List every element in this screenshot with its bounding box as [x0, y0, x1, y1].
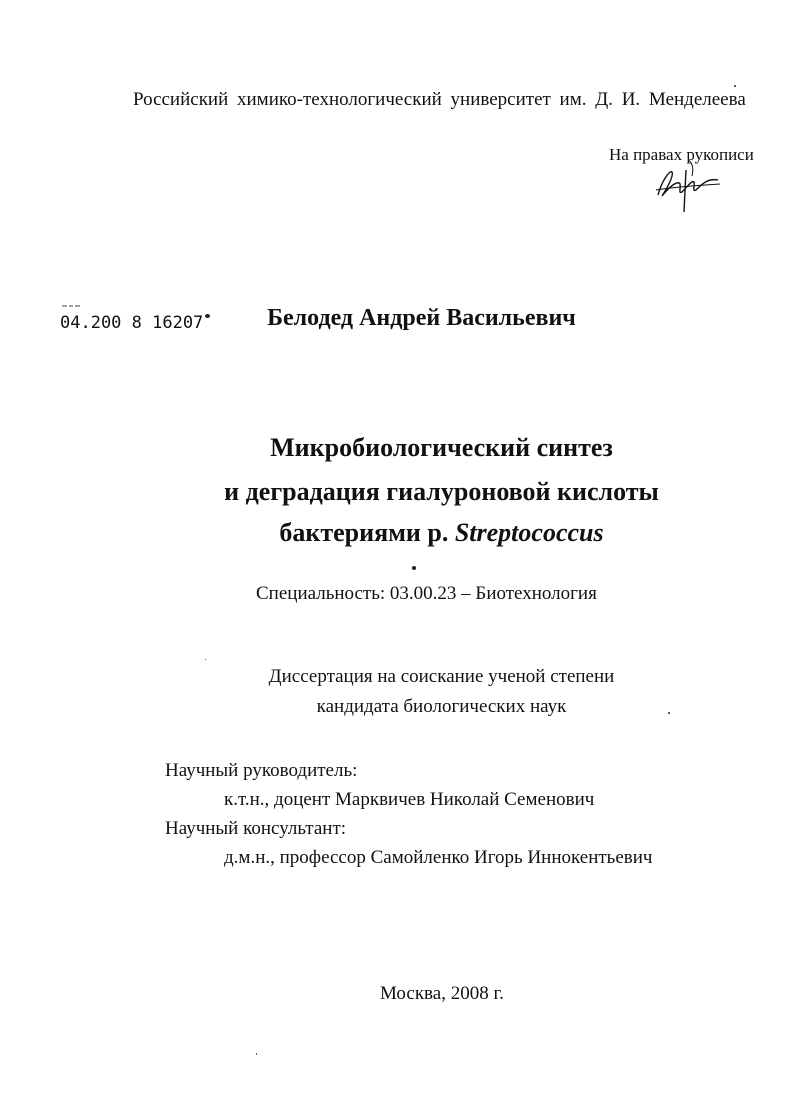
manuscript-rights-note: На правах рукописи [609, 145, 754, 164]
scientific-consultant-label: Научный консультант: [165, 818, 347, 839]
scientific-supervisor-label: Научный руководитель: [165, 760, 358, 781]
scan-speck [412, 566, 416, 570]
scientific-consultant-name: д.м.н., профессор Самойленко Игорь Иннокентьевич [224, 847, 653, 868]
title-line-3 [0, 518, 798, 548]
dissertation-line-2: кандидата биологических наук [316, 696, 567, 717]
scan-speck [668, 712, 670, 714]
title-line-2: и деградация гиалуроновой кислоты [224, 477, 659, 506]
specialty: Специальность: 03.00.23 – Биотехнология [256, 583, 597, 604]
archive-code: 04.200 8 16207 [60, 313, 204, 333]
scan-speck [205, 314, 210, 318]
author-name: Белодед Андрей Васильевич [267, 305, 576, 331]
scan-speck [256, 1053, 257, 1055]
title-line-1: Микробиологический синтез [270, 433, 613, 462]
dissertation-line-1: Диссертация на соискание ученой степени [268, 666, 615, 687]
university-name: Российский химико-технологический университет им. Д. И. Менделеева [133, 89, 746, 110]
scan-speck [205, 659, 206, 660]
title-genus: Streptococcus [454, 518, 604, 547]
place-year: Москва, 2008 г. [380, 983, 504, 1004]
scientific-supervisor-name: к.т.н., доцент Марквичев Николай Семенович [224, 789, 595, 810]
signature-icon [648, 150, 728, 220]
title-line-3-prefix: бактериями р. [279, 518, 455, 547]
scan-speck [734, 85, 736, 87]
